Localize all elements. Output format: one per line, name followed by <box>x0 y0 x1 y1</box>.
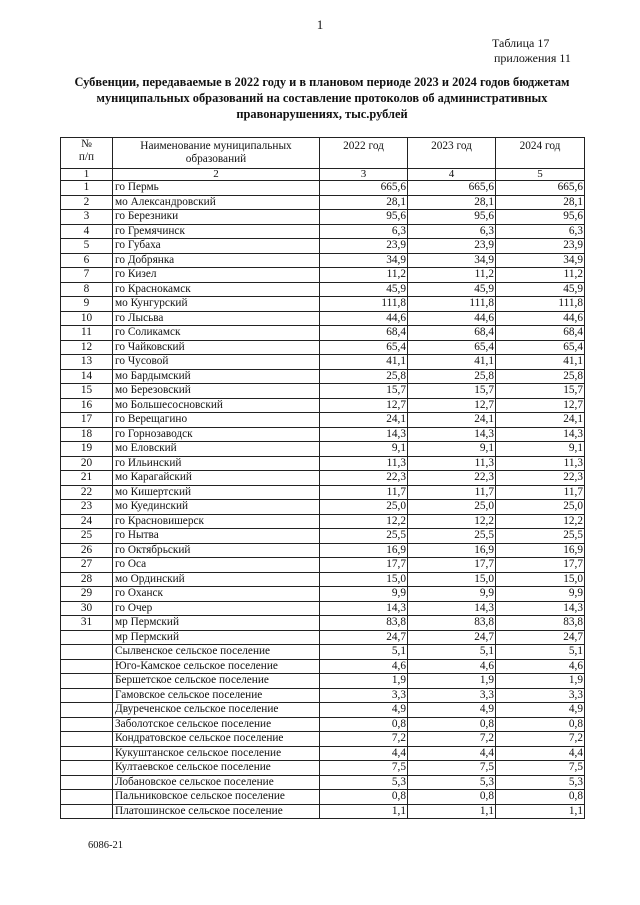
row-number <box>61 688 113 703</box>
row-number: 25 <box>61 529 113 544</box>
value-2022: 83,8 <box>320 616 408 631</box>
value-2023: 95,6 <box>408 210 496 225</box>
value-2023: 45,9 <box>408 282 496 297</box>
table-row <box>61 500 585 515</box>
value-2023: 83,8 <box>408 616 496 631</box>
row-number: 15 <box>61 384 113 399</box>
value-2022: 44,6 <box>320 311 408 326</box>
row-number <box>61 790 113 805</box>
table-row <box>61 398 585 413</box>
row-number <box>61 746 113 761</box>
value-2022: 11,3 <box>320 456 408 471</box>
municipality-name: Бершетское сельское поселение <box>113 674 320 689</box>
value-2024: 11,2 <box>496 268 585 283</box>
table-row <box>61 297 585 312</box>
municipality-name: го Гремячинск <box>113 224 320 239</box>
municipality-name: мо Кишертский <box>113 485 320 500</box>
row-number: 23 <box>61 500 113 515</box>
value-2024: 25,8 <box>496 369 585 384</box>
row-number: 28 <box>61 572 113 587</box>
row-number: 21 <box>61 471 113 486</box>
municipality-name: го Кизел <box>113 268 320 283</box>
municipality-name: Юго-Камское сельское поселение <box>113 659 320 674</box>
header-number-line1: № <box>81 138 92 150</box>
municipality-name: мо Кунгурский <box>113 297 320 312</box>
table-row <box>61 181 585 196</box>
value-2024: 95,6 <box>496 210 585 225</box>
row-number: 14 <box>61 369 113 384</box>
value-2024: 16,9 <box>496 543 585 558</box>
municipality-name: го Лысьва <box>113 311 320 326</box>
document-title <box>60 74 584 122</box>
value-2024: 1,1 <box>496 804 585 819</box>
column-index: 1 <box>61 169 113 181</box>
row-number <box>61 674 113 689</box>
row-number: 22 <box>61 485 113 500</box>
table-row <box>61 355 585 370</box>
table-body <box>61 181 585 819</box>
municipality-name: Пальниковское сельское поселение <box>113 790 320 805</box>
header-name-line2: образований <box>185 153 247 165</box>
value-2023: 25,5 <box>408 529 496 544</box>
municipality-name: го Горнозаводск <box>113 427 320 442</box>
municipality-name: Сылвенское сельское поселение <box>113 645 320 660</box>
table-header-row <box>61 138 585 169</box>
value-2023: 15,0 <box>408 572 496 587</box>
municipality-name: го Чайковский <box>113 340 320 355</box>
value-2022: 5,3 <box>320 775 408 790</box>
table-row <box>61 601 585 616</box>
value-2024: 7,5 <box>496 761 585 776</box>
value-2024: 45,9 <box>496 282 585 297</box>
row-number: 24 <box>61 514 113 529</box>
header-2023: 2023 год <box>408 138 496 169</box>
value-2022: 7,5 <box>320 761 408 776</box>
table-row <box>61 369 585 384</box>
value-2024: 12,7 <box>496 398 585 413</box>
row-number: 20 <box>61 456 113 471</box>
page-number: 1 <box>316 17 324 32</box>
municipality-name: мо Большесосновский <box>113 398 320 413</box>
table-row <box>61 790 585 805</box>
row-number: 1 <box>61 181 113 196</box>
value-2023: 9,1 <box>408 442 496 457</box>
row-number: 16 <box>61 398 113 413</box>
value-2024: 68,4 <box>496 326 585 341</box>
value-2022: 14,3 <box>320 427 408 442</box>
row-number: 10 <box>61 311 113 326</box>
municipality-name: Двуреченское сельское поселение <box>113 703 320 718</box>
municipality-name: го Ильинский <box>113 456 320 471</box>
table-row <box>61 471 585 486</box>
municipality-name: го Губаха <box>113 239 320 254</box>
municipality-name: мо Александровский <box>113 195 320 210</box>
value-2024: 65,4 <box>496 340 585 355</box>
value-2022: 14,3 <box>320 601 408 616</box>
value-2024: 23,9 <box>496 239 585 254</box>
value-2023: 11,3 <box>408 456 496 471</box>
value-2024: 11,7 <box>496 485 585 500</box>
table-row <box>61 804 585 819</box>
value-2022: 24,1 <box>320 413 408 428</box>
row-number: 30 <box>61 601 113 616</box>
value-2023: 44,6 <box>408 311 496 326</box>
table-row <box>61 732 585 747</box>
value-2022: 25,0 <box>320 500 408 515</box>
value-2023: 24,7 <box>408 630 496 645</box>
row-number <box>61 703 113 718</box>
column-index: 2 <box>113 169 320 181</box>
table-row <box>61 630 585 645</box>
table-row <box>61 485 585 500</box>
value-2022: 45,9 <box>320 282 408 297</box>
municipality-name: го Соликамск <box>113 326 320 341</box>
table-row <box>61 616 585 631</box>
value-2022: 111,8 <box>320 297 408 312</box>
header-number-line2: п/п <box>78 151 95 163</box>
municipality-name: Кукуштанское сельское поселение <box>113 746 320 761</box>
row-number: 9 <box>61 297 113 312</box>
value-2022: 16,9 <box>320 543 408 558</box>
title-line1: Субвенции, передаваемые в 2022 году и в плановом периоде 2023 и 2024 годов бюджетам <box>74 75 570 89</box>
value-2023: 25,0 <box>408 500 496 515</box>
header-number <box>61 138 113 169</box>
value-2024: 665,6 <box>496 181 585 196</box>
table-row <box>61 210 585 225</box>
column-index-row <box>61 169 585 181</box>
value-2023: 1,1 <box>408 804 496 819</box>
value-2024: 22,3 <box>496 471 585 486</box>
column-index: 3 <box>320 169 408 181</box>
row-number: 27 <box>61 558 113 573</box>
value-2023: 4,6 <box>408 659 496 674</box>
row-number: 29 <box>61 587 113 602</box>
table-row <box>61 384 585 399</box>
table-row <box>61 688 585 703</box>
municipality-name: го Верещагино <box>113 413 320 428</box>
table-row <box>61 282 585 297</box>
value-2023: 5,3 <box>408 775 496 790</box>
table-row <box>61 587 585 602</box>
table-row <box>61 558 585 573</box>
value-2022: 4,4 <box>320 746 408 761</box>
value-2023: 41,1 <box>408 355 496 370</box>
value-2023: 28,1 <box>408 195 496 210</box>
municipality-name: го Краснокамск <box>113 282 320 297</box>
value-2023: 5,1 <box>408 645 496 660</box>
value-2023: 14,3 <box>408 601 496 616</box>
value-2022: 41,1 <box>320 355 408 370</box>
value-2022: 7,2 <box>320 732 408 747</box>
value-2023: 22,3 <box>408 471 496 486</box>
value-2022: 0,8 <box>320 717 408 732</box>
value-2024: 1,9 <box>496 674 585 689</box>
table-row <box>61 572 585 587</box>
value-2024: 6,3 <box>496 224 585 239</box>
value-2023: 665,6 <box>408 181 496 196</box>
table-row <box>61 717 585 732</box>
table-row <box>61 775 585 790</box>
table-row <box>61 543 585 558</box>
row-number: 31 <box>61 616 113 631</box>
value-2023: 11,7 <box>408 485 496 500</box>
column-index: 4 <box>408 169 496 181</box>
table-row <box>61 529 585 544</box>
value-2024: 3,3 <box>496 688 585 703</box>
row-number: 17 <box>61 413 113 428</box>
value-2024: 4,9 <box>496 703 585 718</box>
value-2023: 3,3 <box>408 688 496 703</box>
value-2022: 12,2 <box>320 514 408 529</box>
value-2022: 25,5 <box>320 529 408 544</box>
municipality-name: мр Пермский <box>113 630 320 645</box>
municipality-name: го Березники <box>113 210 320 225</box>
municipality-name: мо Еловский <box>113 442 320 457</box>
table-row <box>61 224 585 239</box>
value-2024: 14,3 <box>496 427 585 442</box>
value-2023: 23,9 <box>408 239 496 254</box>
table-row <box>61 456 585 471</box>
value-2022: 665,6 <box>320 181 408 196</box>
value-2023: 68,4 <box>408 326 496 341</box>
municipality-name: го Красновишерск <box>113 514 320 529</box>
row-number: 3 <box>61 210 113 225</box>
value-2023: 12,7 <box>408 398 496 413</box>
row-number <box>61 630 113 645</box>
value-2022: 5,1 <box>320 645 408 660</box>
value-2024: 4,4 <box>496 746 585 761</box>
value-2024: 111,8 <box>496 297 585 312</box>
row-number: 12 <box>61 340 113 355</box>
value-2022: 1,1 <box>320 804 408 819</box>
value-2024: 24,7 <box>496 630 585 645</box>
row-number <box>61 761 113 776</box>
value-2024: 15,7 <box>496 384 585 399</box>
row-number: 19 <box>61 442 113 457</box>
value-2022: 28,1 <box>320 195 408 210</box>
value-2023: 25,8 <box>408 369 496 384</box>
value-2024: 41,1 <box>496 355 585 370</box>
value-2023: 11,2 <box>408 268 496 283</box>
table-row <box>61 413 585 428</box>
value-2022: 22,3 <box>320 471 408 486</box>
municipality-name: Лобановское сельское поселение <box>113 775 320 790</box>
table-row <box>61 340 585 355</box>
municipality-name: мо Куединский <box>113 500 320 515</box>
value-2023: 12,2 <box>408 514 496 529</box>
value-2022: 11,2 <box>320 268 408 283</box>
column-index: 5 <box>496 169 585 181</box>
value-2022: 11,7 <box>320 485 408 500</box>
table-row <box>61 645 585 660</box>
value-2023: 24,1 <box>408 413 496 428</box>
value-2022: 15,7 <box>320 384 408 399</box>
value-2023: 6,3 <box>408 224 496 239</box>
table-row <box>61 311 585 326</box>
value-2022: 68,4 <box>320 326 408 341</box>
municipality-name: мо Березовский <box>113 384 320 399</box>
row-number: 8 <box>61 282 113 297</box>
table-row <box>61 195 585 210</box>
value-2022: 34,9 <box>320 253 408 268</box>
table-row <box>61 442 585 457</box>
value-2023: 7,5 <box>408 761 496 776</box>
value-2024: 44,6 <box>496 311 585 326</box>
value-2022: 15,0 <box>320 572 408 587</box>
municipality-name: мо Ординский <box>113 572 320 587</box>
row-number <box>61 775 113 790</box>
value-2024: 7,2 <box>496 732 585 747</box>
row-number <box>61 804 113 819</box>
value-2024: 17,7 <box>496 558 585 573</box>
value-2024: 4,6 <box>496 659 585 674</box>
row-number <box>61 732 113 747</box>
value-2022: 9,1 <box>320 442 408 457</box>
value-2023: 1,9 <box>408 674 496 689</box>
municipality-name: го Очер <box>113 601 320 616</box>
value-2024: 0,8 <box>496 717 585 732</box>
value-2022: 24,7 <box>320 630 408 645</box>
row-number: 5 <box>61 239 113 254</box>
value-2023: 14,3 <box>408 427 496 442</box>
municipality-name: мо Карагайский <box>113 471 320 486</box>
table-row <box>61 253 585 268</box>
municipality-name: го Октябрьский <box>113 543 320 558</box>
header-2024: 2024 год <box>496 138 585 169</box>
header-name <box>113 138 320 169</box>
row-number: 11 <box>61 326 113 341</box>
value-2022: 4,6 <box>320 659 408 674</box>
header-name-line1: Наименование муниципальных <box>140 140 292 152</box>
value-2024: 24,1 <box>496 413 585 428</box>
municipality-name: го Пермь <box>113 181 320 196</box>
row-number <box>61 717 113 732</box>
table-row <box>61 659 585 674</box>
row-number: 2 <box>61 195 113 210</box>
value-2022: 17,7 <box>320 558 408 573</box>
value-2024: 34,9 <box>496 253 585 268</box>
table-row <box>61 746 585 761</box>
table-row <box>61 514 585 529</box>
value-2022: 25,8 <box>320 369 408 384</box>
table-ref-line2: приложения 11 <box>494 51 571 65</box>
row-number: 6 <box>61 253 113 268</box>
value-2022: 3,3 <box>320 688 408 703</box>
value-2024: 12,2 <box>496 514 585 529</box>
table-row <box>61 761 585 776</box>
value-2022: 0,8 <box>320 790 408 805</box>
row-number: 13 <box>61 355 113 370</box>
subsidy-table <box>60 137 585 819</box>
value-2023: 15,7 <box>408 384 496 399</box>
document-code: 6086-21 <box>88 840 123 851</box>
table-row <box>61 239 585 254</box>
table-reference <box>492 36 571 66</box>
municipality-name: мо Бардымский <box>113 369 320 384</box>
value-2023: 9,9 <box>408 587 496 602</box>
value-2024: 28,1 <box>496 195 585 210</box>
value-2022: 9,9 <box>320 587 408 602</box>
value-2024: 5,3 <box>496 775 585 790</box>
row-number <box>61 645 113 660</box>
row-number: 7 <box>61 268 113 283</box>
table-row <box>61 674 585 689</box>
value-2024: 9,1 <box>496 442 585 457</box>
municipality-name: го Оса <box>113 558 320 573</box>
header-2022: 2022 год <box>320 138 408 169</box>
table-row <box>61 268 585 283</box>
table-row <box>61 703 585 718</box>
value-2023: 34,9 <box>408 253 496 268</box>
value-2023: 4,4 <box>408 746 496 761</box>
municipality-name: Гамовское сельское поселение <box>113 688 320 703</box>
title-line2: муниципальных образований на составление протоколов об административных <box>96 91 548 105</box>
table-row <box>61 326 585 341</box>
value-2023: 0,8 <box>408 790 496 805</box>
value-2024: 83,8 <box>496 616 585 631</box>
value-2024: 14,3 <box>496 601 585 616</box>
value-2022: 23,9 <box>320 239 408 254</box>
row-number: 4 <box>61 224 113 239</box>
value-2022: 95,6 <box>320 210 408 225</box>
table-ref-line1: Таблица 17 <box>492 36 550 50</box>
value-2023: 4,9 <box>408 703 496 718</box>
value-2022: 12,7 <box>320 398 408 413</box>
value-2024: 25,0 <box>496 500 585 515</box>
value-2024: 11,3 <box>496 456 585 471</box>
municipality-name: го Нытва <box>113 529 320 544</box>
value-2022: 4,9 <box>320 703 408 718</box>
table-row <box>61 427 585 442</box>
municipality-name: Платошинское сельское поселение <box>113 804 320 819</box>
value-2022: 1,9 <box>320 674 408 689</box>
value-2024: 15,0 <box>496 572 585 587</box>
row-number <box>61 659 113 674</box>
value-2022: 6,3 <box>320 224 408 239</box>
municipality-name: Заболотское сельское поселение <box>113 717 320 732</box>
municipality-name: го Чусовой <box>113 355 320 370</box>
value-2023: 111,8 <box>408 297 496 312</box>
value-2022: 65,4 <box>320 340 408 355</box>
value-2024: 25,5 <box>496 529 585 544</box>
title-line3: правонарушениях, тыс.рублей <box>236 107 408 121</box>
municipality-name: мр Пермский <box>113 616 320 631</box>
value-2024: 9,9 <box>496 587 585 602</box>
value-2023: 0,8 <box>408 717 496 732</box>
row-number: 26 <box>61 543 113 558</box>
municipality-name: го Оханск <box>113 587 320 602</box>
municipality-name: Кондратовское сельское поселение <box>113 732 320 747</box>
value-2023: 16,9 <box>408 543 496 558</box>
value-2023: 17,7 <box>408 558 496 573</box>
municipality-name: го Добрянка <box>113 253 320 268</box>
value-2024: 5,1 <box>496 645 585 660</box>
value-2024: 0,8 <box>496 790 585 805</box>
value-2023: 65,4 <box>408 340 496 355</box>
municipality-name: Култаевское сельское поселение <box>113 761 320 776</box>
value-2023: 7,2 <box>408 732 496 747</box>
row-number: 18 <box>61 427 113 442</box>
